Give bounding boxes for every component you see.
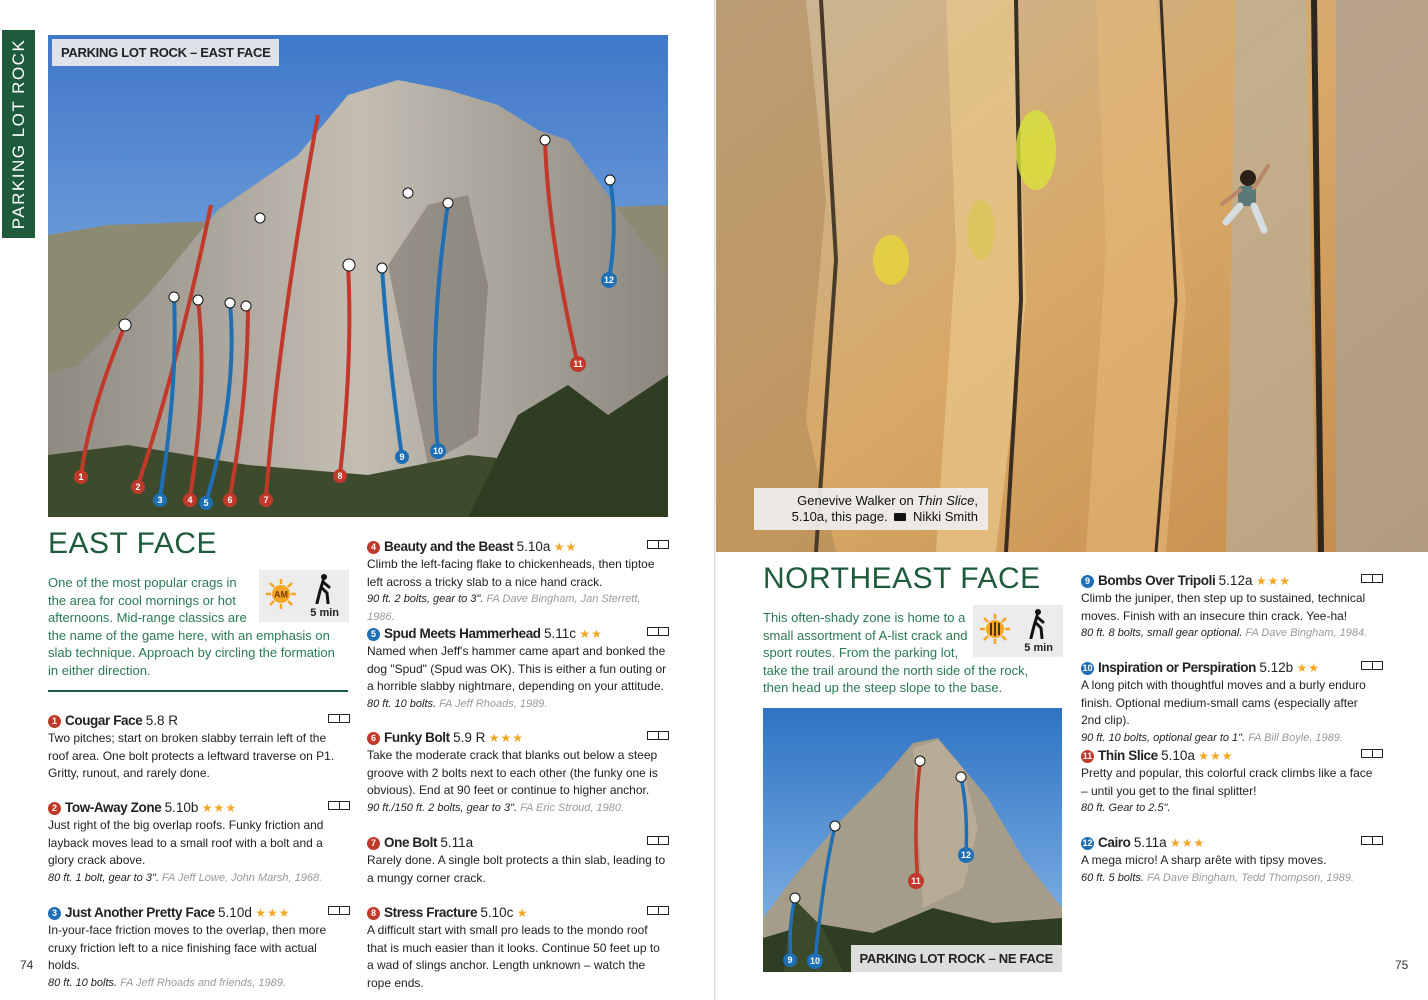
photo-label: PARKING LOT ROCK – NE FACE (851, 945, 1062, 972)
route-marker-6 (223, 493, 237, 507)
route-name: Cougar Face (65, 713, 143, 728)
ne-face-topo-photo (763, 708, 1062, 972)
svg-text:9: 9 (399, 452, 405, 462)
section-title: NORTHEAST FACE (763, 562, 1041, 595)
route-entry-2: 2 Tow-Away Zone 5.10b ★★★ Just right of the big overlap roofs. Funky friction and layback moves lead to a small roof with a bolt and a glory crack above. 80 ft. 1 bolt, gear to 3". FA Jeff Lowe, John Marsh, 1968. (48, 799, 348, 887)
route-marker-9 (783, 953, 797, 967)
camera-icon (894, 513, 906, 521)
hiker-icon (1027, 609, 1049, 639)
route-marker-7 (259, 493, 273, 507)
hiker-icon (313, 574, 335, 604)
photo-caption: Genevive Walker on Thin Slice, 5.10a, this page. Nikki Smith (754, 488, 988, 530)
tick-box-icon[interactable] (328, 906, 350, 915)
tick-box-icon[interactable] (647, 731, 669, 740)
route-entry-9: 9 Bombs Over Tripoli 5.12a ★★★ Climb the juniper, then step up to sustained, technical moves. Finish with an insecure thin crack. Yee-ha! 80 ft. 8 bolts, small gear optional. FA Dave Bingham, 1984. (1081, 572, 1381, 643)
route-marker-3 (153, 493, 167, 507)
approach-time: 5 min (310, 607, 339, 619)
route-line-1 (81, 325, 125, 477)
svg-text:4: 4 (187, 495, 193, 505)
anchor-marker (443, 198, 453, 208)
route-line-4 (190, 300, 202, 497)
route-entry-10: 10 Inspiration or Perspiration 5.12b ★★ A long pitch with thoughtful moves and a burly enduro finish. Optional medium-small cams (especially after 2nd clip). 90 ft. 10 bolts, optional gear to 1". FA Bill Boyle, 1989. (1081, 659, 1381, 747)
anchor-marker (193, 295, 203, 305)
approach-info-box (259, 570, 349, 622)
svg-text:5: 5 (203, 498, 209, 508)
svg-text:12: 12 (960, 850, 972, 860)
route-line-7 (266, 115, 318, 497)
anchor-marker (377, 263, 387, 273)
anchor-marker (956, 772, 966, 782)
tick-box-icon[interactable] (1361, 574, 1383, 583)
svg-text:8: 8 (337, 471, 343, 481)
route-marker-2 (131, 480, 145, 494)
tick-box-icon[interactable] (1361, 749, 1383, 758)
tick-box-icon[interactable] (647, 906, 669, 915)
section-divider (48, 690, 348, 692)
tick-box-icon[interactable] (647, 836, 669, 845)
belay-marker (343, 259, 355, 271)
svg-text:12: 12 (603, 275, 615, 285)
svg-text:2: 2 (135, 482, 141, 492)
svg-text:11: 11 (573, 359, 583, 369)
ne-face-topo (763, 708, 1062, 972)
route-line-8 (340, 265, 349, 475)
tick-box-icon[interactable] (328, 714, 350, 723)
anchor-marker (830, 821, 840, 831)
anchor-marker (169, 292, 179, 302)
svg-text:10: 10 (432, 446, 444, 456)
svg-text:AM: AM (274, 589, 288, 600)
anchor-marker (225, 298, 235, 308)
page-number: 74 (20, 958, 34, 972)
section-title: EAST FACE (48, 527, 218, 560)
route-entry-3: 3 Just Another Pretty Face 5.10d ★★★ In-your-face friction moves to the overlap, then more cruxy friction left to a nice finishing face with actual holds. 80 ft. 10 bolts. FA Jeff Rhoads and friends, 1989. (48, 904, 348, 992)
route-marker-12 (958, 847, 974, 863)
route-marker-8 (333, 469, 347, 483)
route-line-12 (609, 180, 614, 280)
anchor-marker (915, 756, 925, 766)
climber-photo-image (716, 0, 1428, 552)
right-page (716, 0, 1428, 1000)
svg-text:6: 6 (227, 495, 233, 505)
route-marker-11 (570, 356, 586, 372)
svg-text:9: 9 (787, 955, 793, 965)
route-entry-4: 4 Beauty and the Beast 5.10a ★★ Climb the left-facing flake to chickenheads, then tiptoe left across a tricky slab to a nice hand crack. 90 ft. 2 bolts, gear to 3". FA Dave Bingham, Jan Sterrett, 1986. (367, 538, 667, 626)
climber-photo (716, 0, 1428, 552)
route-entry-1: 1 Cougar Face 5.8 R Two pitches; start on broken slabby terrain left of the roof area. One bolt protects a leftward traverse on P1. Gritty, runout, and rarely done. (48, 712, 348, 783)
route-entry-7: 7 One Bolt 5.11a Rarely done. A single bolt protects a thin slab, leading to a mungy corner crack. (367, 834, 667, 887)
approach-time: 5 min (1024, 642, 1053, 654)
tick-box-icon[interactable] (328, 801, 350, 810)
page-number: 75 (1395, 958, 1409, 972)
approach-info-box (973, 605, 1063, 657)
anchor-marker (540, 135, 550, 145)
route-marker-9 (395, 450, 409, 464)
anchor-marker (790, 893, 800, 903)
route-line-10 (435, 203, 448, 451)
sun-am-icon (265, 578, 297, 610)
route-line-3 (160, 297, 175, 497)
route-entry-8: 8 Stress Fracture 5.10c ★ A difficult start with small pro leads to the mondo roof that is much easier than it looks. Continue 50 feet up to a wad of slings anchor. Length unknown – watch the rope ends. (367, 904, 667, 992)
svg-text:10: 10 (809, 956, 821, 966)
svg-text:1: 1 (78, 472, 84, 482)
route-entry-12: 12 Cairo 5.11a ★★★ A mega micro! A sharp arête with tipsy moves. 60 ft. 5 bolts. FA Dave Bingham, Tedd Thompson, 1989. (1081, 834, 1381, 887)
shade-icon (979, 613, 1011, 645)
route-marker-10 (430, 443, 446, 459)
tick-box-icon[interactable] (647, 627, 669, 636)
anchor-marker (605, 175, 615, 185)
anchor-marker (255, 213, 265, 223)
route-marker-11 (908, 873, 924, 889)
tick-box-icon[interactable] (1361, 661, 1383, 670)
route-marker-4 (183, 493, 197, 507)
route-line-9 (382, 268, 402, 457)
svg-text:11: 11 (911, 876, 921, 886)
tick-box-icon[interactable] (647, 540, 669, 549)
route-entry-5: 5 Spud Meets Hammerhead 5.11c ★★ Named when Jeff's hammer came apart and bonked the dog "Spud" (Spud was OK). This is either a fun outing or a horrible slabby nightmare, depending on your attitude. 80 ft. 10 bolts. FA Jeff Rhoads, 1989. (367, 625, 667, 713)
section-side-tab: PARKING LOT ROCK (2, 30, 35, 238)
route-line-11 (545, 140, 578, 365)
route-marker-5 (199, 496, 213, 510)
intro-text: This often-shady zone is home to a small assortment of A-list crack and sport routes. From the parking lot, take the trail around the north side of the rock, then head up the steep slope to the base. (763, 610, 1029, 695)
east-face-topo-photo (48, 35, 668, 517)
route-marker-1 (74, 470, 88, 484)
svg-text:3: 3 (157, 495, 163, 505)
route-marker-12 (601, 272, 617, 288)
route-entry-6: 6 Funky Bolt 5.9 R ★★★ Take the moderate crack that blanks out below a steep groove with 2 bolts next to each other (the funky one is obvious). End at 90 feet or continue to higher anchor. 90 ft./150 ft. 2 bolts, gear to 3". FA Eric Stroud, 1980. (367, 729, 667, 817)
route-entry-11: 11 Thin Slice 5.10a ★★★ Pretty and popular, this colorful crack climbs like a face – until you get to the final splitter! 80 ft. Gear to 2.5". (1081, 747, 1381, 818)
route-line-5 (206, 303, 232, 502)
anchor-marker (403, 188, 413, 198)
belay-marker (119, 319, 131, 331)
route-lines-overlay (48, 35, 668, 517)
anchor-marker (241, 301, 251, 311)
tick-box-icon[interactable] (1361, 836, 1383, 845)
svg-text:7: 7 (263, 495, 269, 505)
intro-text: One of the most popular crags in the area for cool mornings or hot afternoons. Mid-range classics are the name of the game here, with an emphasis on slab technique. Approach by circling the formation in either direction. (48, 575, 335, 678)
route-marker-10 (807, 953, 823, 969)
photo-label: PARKING LOT ROCK – EAST FACE (52, 39, 279, 66)
